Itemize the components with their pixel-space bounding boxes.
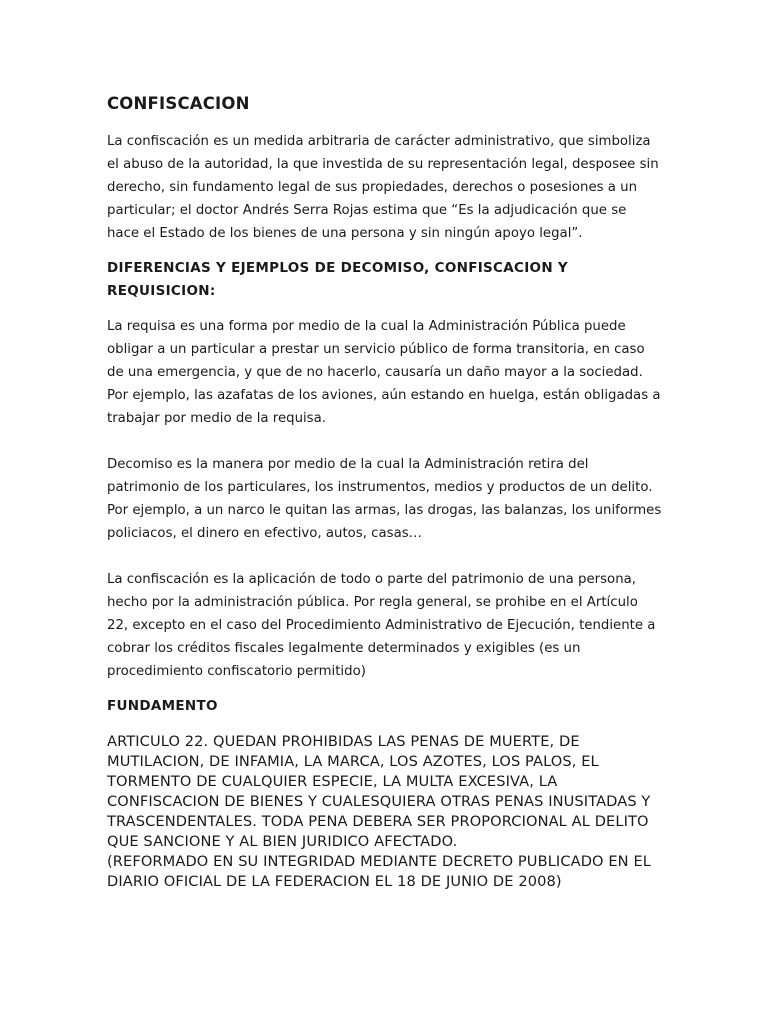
article-22-reform-note: (REFORMADO EN SU INTEGRIDAD MEDIANTE DECRETO PUBLICADO EN EL DIARIO OFICIAL DE LA FEDERACION EL 18 DE JUNIO DE 2008) [107, 853, 651, 890]
document-title: CONFISCACION [107, 94, 250, 113]
intro-paragraph: La confiscación es un medida arbitraria de carácter administrativo, que simboliza el abuso de la autoridad, la que investida de su representación legal, desposee sin derecho, sin fundamento legal de sus propiedades, derechos o posesiones a un particular; el doctor Andrés Serra Rojas estima que “Es la adjudicación que se hace el Estado de los bienes de una persona y sin ningún apoyo legal”. [107, 134, 659, 241]
article-22-text: ARTICULO 22. QUEDAN PROHIBIDAS LAS PENAS DE MUERTE, DE MUTILACION, DE INFAMIA, LA MARCA, LOS AZOTES, LOS PALOS, EL TORMENTO DE CUALQUIER ESPECIE, LA MULTA EXCESIVA, LA CONFISCACION DE BIENES Y CUALESQUIERA OTRAS PENAS INUSITADAS Y TRASCENDENTALES. TODA PENA DEBERA SER PROPORCIONAL AL DELITO QUE SANCIONE Y AL BIEN JURIDICO AFECTADO. [107, 733, 651, 850]
differences-heading: DIFERENCIAS Y EJEMPLOS DE DECOMISO, CONFISCACION Y REQUISICION: [107, 260, 568, 299]
requisa-paragraph: La requisa es una forma por medio de la cual la Administración Pública puede obligar a un particular a prestar un servicio público de forma transitoria, en caso de una emergencia, y que de no hacerlo, causaría un daño mayor a la sociedad. Por ejemplo, las azafatas de los aviones, aún estando en huelga, están obligadas a trabajar por medio de la requisa. [107, 319, 661, 426]
article-22-block [107, 732, 662, 892]
decomiso-paragraph: Decomiso es la manera por medio de la cual la Administración retira del patrimonio de los particulares, los instrumentos, medios y productos de un delito. Por ejemplo, a un narco le quitan las armas, las drogas, las balanzas, los uniformes policiacos, el dinero en efectivo, autos, casas… [107, 457, 662, 541]
fundamento-heading: FUNDAMENTO [107, 698, 218, 714]
confiscacion-paragraph: La confiscación es la aplicación de todo o parte del patrimonio de una persona, hecho por la administración pública. Por regla general, se prohibe en el Artículo 22, excepto en el caso del Procedimiento Administrativo de Ejecución, tendiente a cobrar los créditos fiscales legalmente determinados y exigibles (es un procedimiento confiscatorio permitido) [107, 572, 656, 679]
document-page [107, 92, 662, 892]
